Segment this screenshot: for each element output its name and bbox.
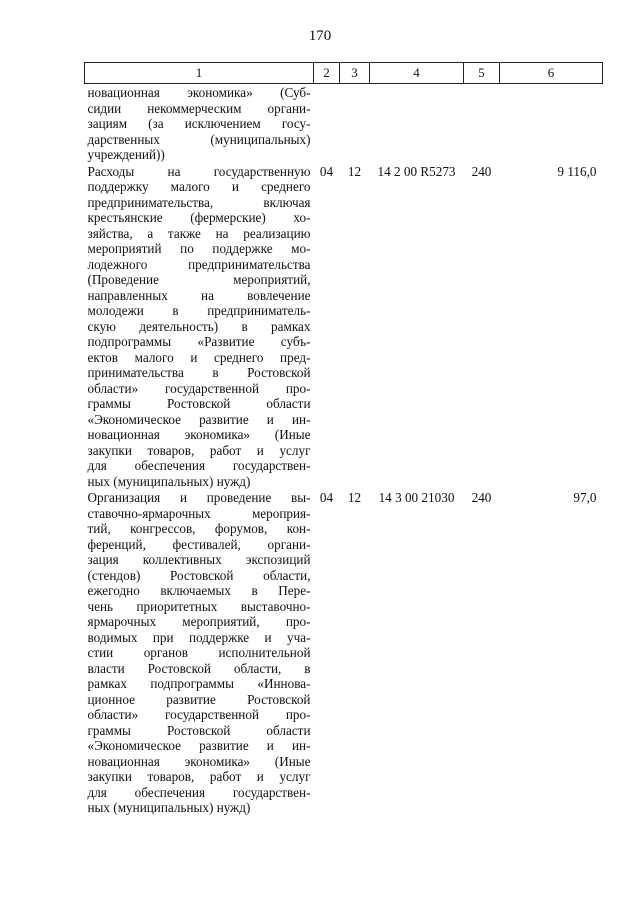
subsection-code: 12: [347, 490, 362, 505]
description-line: поддержку малого и среднего: [87, 179, 311, 194]
subsection-code: [340, 84, 370, 163]
amount: [500, 84, 603, 163]
amount: 97,0: [573, 490, 597, 505]
row-description: [85, 163, 314, 490]
target-article-code: [370, 84, 464, 163]
description-line: для обеспечения государствен-: [87, 784, 311, 800]
description-line: крестьянские (фермерские) хо-: [87, 210, 311, 225]
subsection-code: 12: [347, 163, 362, 179]
amount: 9 116,0: [557, 163, 597, 179]
description-line: зация коллективных экспозиций: [87, 552, 311, 567]
description-line: области» государственной про-: [87, 707, 311, 722]
description-line: (Проведение мероприятий,: [87, 272, 311, 287]
description-line: граммы Ростовской области: [87, 396, 311, 411]
description-line: скую деятельность) в рамках: [87, 318, 311, 334]
description-line: новационная экономика» (Иные: [87, 753, 311, 769]
row-description: [85, 489, 314, 816]
expense-type-code: [464, 84, 500, 163]
description-line: закупки товаров, работ и услуг: [87, 769, 311, 784]
description-line: (стендов) Ростовской области,: [87, 567, 311, 583]
table-row: [85, 84, 603, 163]
section-code: [314, 84, 340, 163]
description-line: ционное развитие Ростовской: [87, 691, 311, 707]
description-line: ных (муниципальных) нужд): [87, 800, 251, 815]
section-code: 04: [319, 490, 334, 505]
description-line: ярмарочных мероприятий, про-: [87, 614, 311, 629]
description-line: подпрограммы «Развитие субъ-: [87, 334, 311, 349]
description-line: лодежного предпринимательства: [87, 256, 311, 272]
description-line: мероприятий по поддержке мо-: [87, 241, 311, 256]
description-line: принимательства в Ростовской: [87, 365, 311, 380]
page-number: 170: [308, 28, 332, 44]
description-line: ежегодно включаемых в Пере-: [87, 583, 311, 598]
expense-type-code: 240: [471, 490, 492, 505]
description-line: ных (муниципальных) нужд): [87, 473, 251, 489]
description-line: новационная экономика» (Иные: [87, 427, 311, 442]
description-line: граммы Ростовской области: [87, 722, 311, 738]
description-line: предпринимательства, включая: [87, 194, 311, 210]
table-row: [85, 489, 603, 816]
budget-table: [84, 62, 603, 816]
description-line: новационная экономика» (Суб-: [87, 85, 311, 100]
description-line: учреждений)): [87, 147, 165, 162]
target-article-code: 14 3 00 21030: [378, 490, 455, 505]
header-col-1: 1: [85, 63, 314, 84]
header-row: [85, 63, 603, 84]
description-line: рамках подпрограммы «Иннова-: [87, 676, 311, 691]
row-description: [85, 84, 314, 163]
description-line: молодежи в предприниматель-: [87, 303, 311, 318]
description-line: власти Ростовской области, в: [87, 660, 311, 676]
section-code: 04: [319, 163, 334, 179]
target-article-code: 14 2 00 R5273: [377, 163, 456, 179]
header-col-2: 2: [314, 63, 340, 84]
description-line: направленных на вовлечение: [87, 287, 311, 303]
description-line: Организация и проведение вы-: [87, 490, 311, 505]
description-line: водимых при поддержке и уча-: [87, 629, 311, 645]
table-row: [85, 163, 603, 490]
header-col-3: 3: [340, 63, 370, 84]
header-col-4: 4: [370, 63, 464, 84]
description-line: области» государственной про-: [87, 380, 311, 396]
description-line: сидии некоммерческим органи-: [87, 100, 311, 116]
description-line: чень приоритетных выставочно-: [87, 598, 311, 614]
description-line: «Экономическое развитие и ин-: [87, 738, 311, 753]
description-line: ектов малого и среднего пред-: [87, 349, 311, 365]
expense-type-code: 240: [471, 163, 492, 179]
description-line: ставочно-ярмарочных мероприя-: [87, 505, 311, 521]
description-line: тий, конгрессов, форумов, кон-: [87, 521, 311, 536]
description-line: для обеспечения государствен-: [87, 458, 311, 473]
description-line: дарственных (муниципальных): [87, 131, 311, 147]
header-col-6: 6: [500, 63, 603, 84]
description-line: Расходы на государственную: [87, 163, 311, 179]
description-line: зяйства, а также на реализацию: [87, 225, 311, 241]
description-line: ференций, фестивалей, органи-: [87, 536, 311, 552]
description-line: закупки товаров, работ и услуг: [87, 442, 311, 458]
description-line: «Экономическое развитие и ин-: [87, 411, 311, 427]
description-line: стии органов исполнительной: [87, 645, 311, 660]
description-line: зациям (за исключением госу-: [87, 116, 311, 131]
header-col-5: 5: [464, 63, 500, 84]
